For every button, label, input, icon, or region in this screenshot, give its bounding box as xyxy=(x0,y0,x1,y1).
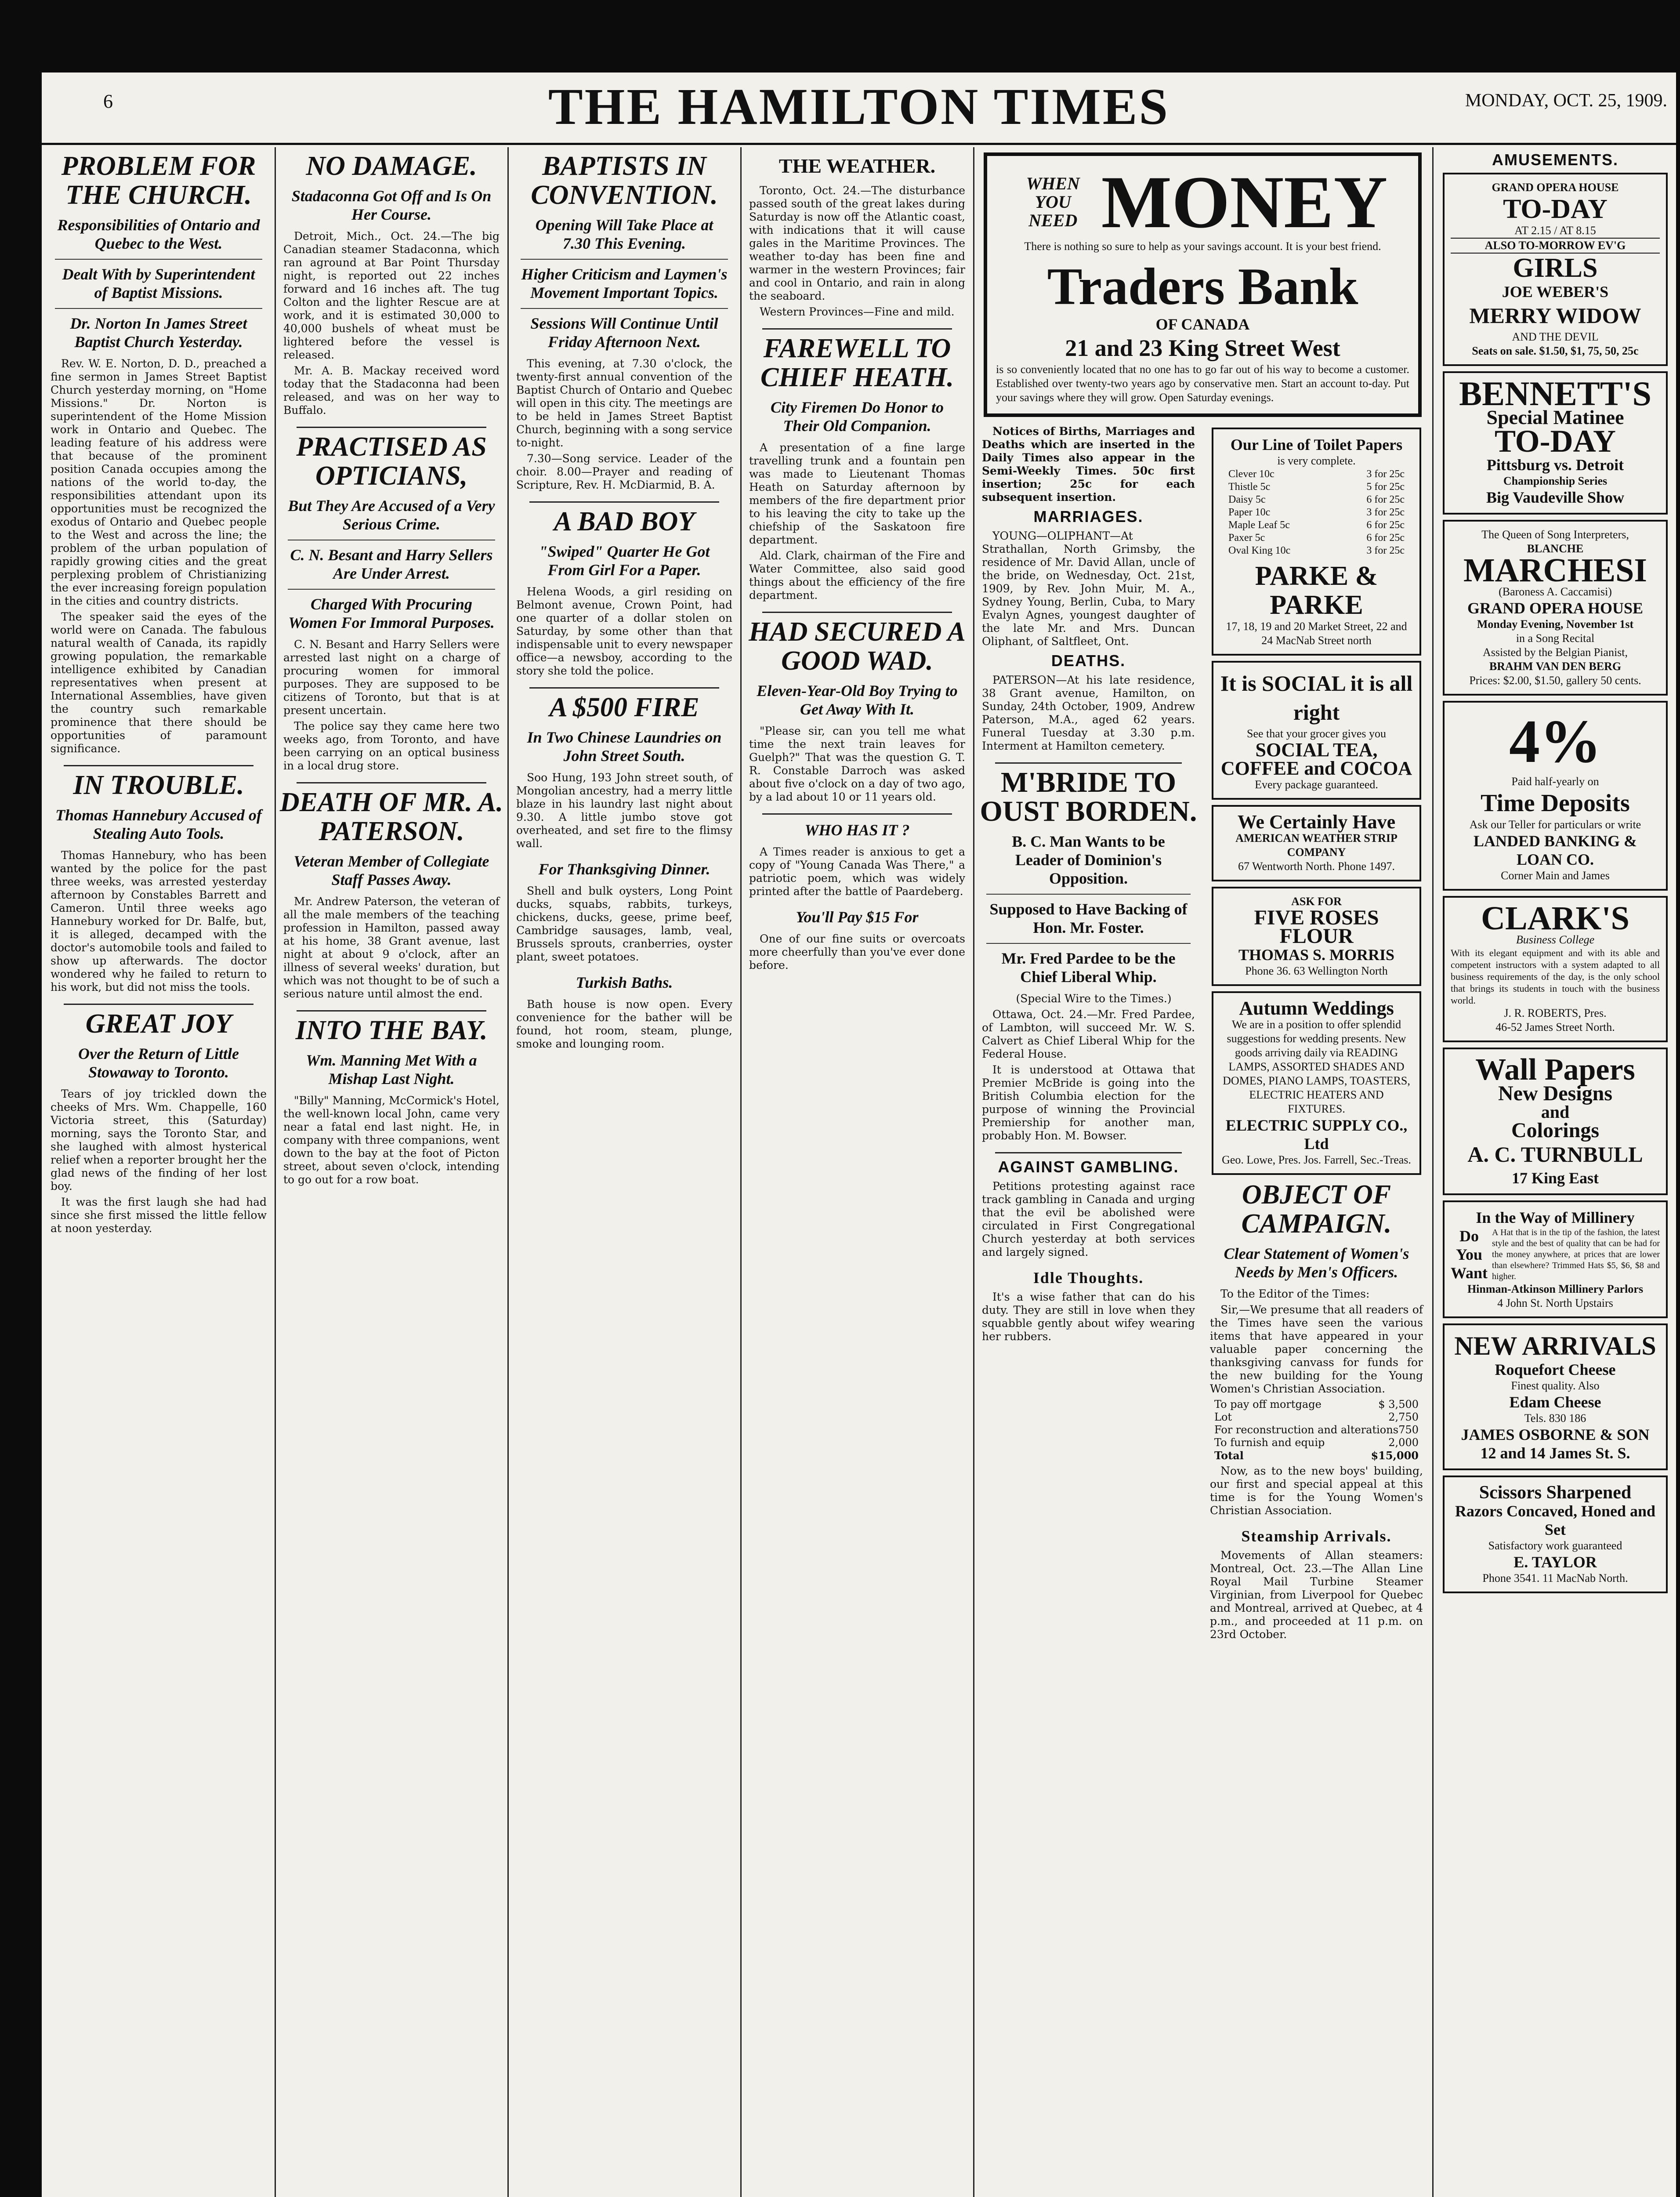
ad-title: NEW ARRIVALS xyxy=(1454,1331,1656,1360)
paragraph: Rev. W. E. Norton, D. D., preached a fine sermon in James Street Baptist Church yesterday morning, on "Home Missions." Dr. Norton is superintendent of the Home Mission work in Ontario and Quebec. The leading feature of his address were that because of the prominent position Canada occupies among the nations of the world to-day, the responsibilities attendant upon its opportunities must be recognized the exodus of Ontario and Quebec people to the West and across the line; the problem of the urban population of rapidly growing cities and the great perplexing problem of Christianizing the ever increasing foreign population in the cities and country districts. xyxy=(51,357,267,607)
ad-grand-opera xyxy=(1443,173,1668,366)
ad-kicker: The Queen of Song Interpreters, xyxy=(1481,528,1629,541)
deck: Higher Criticism and Laymen's Movement Important Topics. xyxy=(521,259,728,302)
ad-title: MARCHESI xyxy=(1463,552,1647,589)
price-item: Thistle 5c xyxy=(1228,481,1271,493)
ad-prices: Seats on sale. $1.50, $1, 75, 50, 25c xyxy=(1472,344,1639,357)
article-bad-boy xyxy=(512,507,737,678)
ad-address: Phone 3541. 11 MacNab North. xyxy=(1482,1572,1628,1584)
article-joy xyxy=(46,1009,271,1235)
budget-value: 2,750 xyxy=(1388,1411,1419,1423)
ad-item: Roquefort Cheese xyxy=(1495,1361,1616,1378)
article-problem xyxy=(46,152,271,755)
divider xyxy=(64,1004,253,1005)
price-item: Clever 10c xyxy=(1228,468,1274,480)
ad-recital: in a Song Recital xyxy=(1516,632,1595,645)
price-value: 6 for 25c xyxy=(1366,532,1405,544)
ad-show: GIRLS xyxy=(1513,253,1598,283)
paragraph: It was the first laugh she had had since she first missed the little fellow at noon yesterday. xyxy=(51,1196,267,1235)
ad-address: 12 and 14 James St. S. xyxy=(1480,1444,1630,1462)
newspaper-title: THE HAMILTON TIMES xyxy=(548,78,1170,135)
column-3 xyxy=(512,147,737,2197)
paragraph: Ald. Clark, chairman of the Fire and Water Committee, also said good things about the efficiency of the fire department. xyxy=(749,549,965,602)
column-rule xyxy=(973,147,974,2197)
price-value: 6 for 25c xyxy=(1366,494,1405,505)
headline: NO DAMAGE. xyxy=(306,151,477,181)
ad-title: Our Line of Toilet Papers xyxy=(1230,436,1403,453)
price-row xyxy=(1220,544,1413,557)
ad-title: It is SOCIAL it is all right xyxy=(1220,671,1413,725)
ad-traders-bank xyxy=(984,152,1422,417)
price-row xyxy=(1220,506,1413,519)
ad-sub: New Designs xyxy=(1498,1082,1612,1105)
headline: IN TROUBLE. xyxy=(73,770,244,800)
budget-row xyxy=(1206,1449,1427,1462)
deck: Mr. Fred Pardee to be the Chief Liberal Whip. xyxy=(986,943,1191,986)
ad-scissors xyxy=(1443,1476,1668,1593)
dateline: (Special Wire to the Times.) xyxy=(1016,992,1172,1005)
ad-firm: PARKE & PARKE xyxy=(1255,561,1378,620)
ad-bank-address: 21 and 23 King Street West xyxy=(1065,335,1340,361)
headline: M'BRIDE TO OUST BORDEN. xyxy=(980,766,1197,827)
headline: AGAINST GAMBLING. xyxy=(998,1158,1179,1176)
deck: But They Are Accused of a Very Serious Crime. xyxy=(288,497,495,533)
headline: You'll Pay $15 For xyxy=(796,908,919,926)
column-5 xyxy=(978,422,1199,1651)
column-rule xyxy=(1432,147,1434,2197)
budget-item: Total xyxy=(1214,1449,1244,1462)
paragraph: It's a wise father that can do his duty. They are still in love when they squabble gently about wifey wearing her rubbers. xyxy=(982,1291,1195,1343)
price-row xyxy=(1220,481,1413,493)
column-4 xyxy=(745,147,970,2197)
paragraph: This evening, at 7.30 o'clock, the twenty-first annual convention of the Baptist Church of Ontario and Quebec will open in this city. The meetings are to be held in James Street Baptist Church, beginning with a song service to-night. xyxy=(516,357,732,449)
ad-address: Phone 36. 63 Wellington North xyxy=(1245,964,1388,977)
headline: GREAT JOY xyxy=(85,1009,232,1039)
article-gambling xyxy=(978,1158,1199,1259)
ad-time-deposits xyxy=(1443,701,1668,891)
divider xyxy=(762,813,952,815)
ad-firm: LANDED BANKING & LOAN CO. xyxy=(1473,832,1637,868)
ad-prices: Prices: $2.00, $1.50, gallery 50 cents. xyxy=(1469,674,1641,687)
price-row xyxy=(1220,532,1413,544)
price-item: Paper 10c xyxy=(1228,507,1271,518)
ad-sub: (Baroness A. Caccamisi) xyxy=(1499,585,1612,598)
ad-title: Time Deposits xyxy=(1481,790,1630,817)
ad-firm: JAMES OSBORNE & SON xyxy=(1461,1426,1650,1443)
ad-series: Championship Series xyxy=(1503,475,1608,487)
ad-text: Every package guaranteed. xyxy=(1255,778,1378,791)
deck: Wm. Manning Met With a Mishap Last Night. xyxy=(306,1051,477,1088)
ad-show-sub: AND THE DEVIL xyxy=(1512,330,1599,343)
ad-item: Edam Cheese xyxy=(1509,1393,1601,1411)
ad-text: A Hat that is in the tip of the fashion, the latest style and the best of quality that can be had for the money anywhere, at prices that are lower than elsewhere? Trimmed Hats $5, $6, $8 and higher. xyxy=(1492,1227,1660,1281)
deck: Sessions Will Continue Until Friday Afternoon Next. xyxy=(521,308,728,351)
paragraph: Helena Woods, a girl residing on Belmont avenue, Crown Point, had one quarter of a dollar stolen on Saturday, by some other than that indispensable unit to every newspaper office—a newsboy, according to the story she told the police. xyxy=(516,585,732,677)
ad-text: See that your grocer gives you xyxy=(1247,727,1386,740)
notices-intro: Notices of Births, Marriages and Deaths which are inserted in the Daily Times also appear in the Semi-Weekly Times. 50c first insertion; 25c for each subsequent insertion. xyxy=(982,425,1195,504)
masthead xyxy=(42,73,1676,145)
ad-venue: GRAND OPERA HOUSE xyxy=(1467,599,1644,617)
ad-address: 4 John St. North Upstairs xyxy=(1497,1297,1613,1309)
paragraph: YOUNG—OLIPHANT—At Strathallan, North Grimsby, the residence of Mr. David Allan, uncle of the bride, on Wednesday, Oct. 21st, 1909, by Rev. John Muir, M. A., Sydney Young, Berlin, Cuba, to Mary Evalyn Agnes, youngest daughter of the late Mr. and Mrs. Duncan Oliphant, of Saltfleet, Ont. xyxy=(982,529,1195,648)
price-row xyxy=(1220,493,1413,506)
ad-marchesi xyxy=(1443,520,1668,696)
divider xyxy=(995,1152,1182,1153)
paragraph: Sir,—We presume that all readers of the Times have seen the various items that have appeared in your valuable paper concerning the thanksgiving canvass for funds for the new building for the Young Women's Christian Association. xyxy=(1210,1303,1423,1395)
article-no-damage xyxy=(279,152,504,417)
budget-row xyxy=(1206,1411,1427,1424)
column-6 xyxy=(1206,422,1427,1651)
ad-firm: E. TAYLOR xyxy=(1513,1553,1597,1571)
ad-sub: Business College xyxy=(1516,933,1595,946)
budget-row xyxy=(1206,1424,1427,1436)
budget-value: $ 3,500 xyxy=(1378,1398,1419,1410)
deck: In Two Chinese Laundries on John Street South. xyxy=(527,729,722,765)
article-fire xyxy=(512,693,737,850)
headline: Steamship Arrivals. xyxy=(1241,1527,1392,1545)
article-weather xyxy=(745,152,970,319)
deck: Dealt With by Superintendent of Baptist Missions. xyxy=(55,259,262,302)
section-heading: AMUSEMENTS. xyxy=(1492,151,1618,169)
article-baths xyxy=(512,973,737,1051)
ad-title: Scissors Sharpened xyxy=(1479,1483,1632,1503)
ad-producer: JOE WEBER'S xyxy=(1502,283,1609,301)
ad-address: Corner Main and James xyxy=(1501,869,1610,882)
deck: B. C. Man Wants to be Leader of Dominion's Opposition. xyxy=(1012,833,1165,887)
price-value: 3 for 25c xyxy=(1366,507,1405,518)
columns-5-6-split xyxy=(978,422,1428,1651)
headline: PROBLEM FOR THE CHURCH. xyxy=(61,151,256,210)
ad-title: We Certainly Have xyxy=(1237,811,1396,833)
column-1 xyxy=(46,147,271,2197)
headline: OBJECT OF CAMPAIGN. xyxy=(1241,1180,1392,1239)
paragraph: Shell and bulk oysters, Long Point ducks, squabs, rabbits, turkeys, chickens, ducks, geese, prime beef, Cambridge sausages, lamb, veal, Brussels sprouts, cranberries, oyster plant, sweet potatoes. xyxy=(516,885,732,963)
ad-today: TO-DAY xyxy=(1503,194,1608,224)
ad-kicker: ASK FOR xyxy=(1291,895,1342,908)
ad-sub: Paid half-yearly on xyxy=(1511,775,1599,788)
divider xyxy=(529,501,719,503)
ad-bank-name: Traders Bank xyxy=(1047,257,1358,315)
ad-wall-papers xyxy=(1443,1048,1668,1195)
ad-show: MERRY WIDOW xyxy=(1469,303,1641,328)
paragraph: "Please sir, can you tell me what time the next train leaves for Guelph?" That was the question G. T. R. Constable Darroch was asked about five o'clock on a day of two ago, by a lad about 10 or 11 years old. xyxy=(749,725,965,803)
ad-address: 17 King East xyxy=(1511,1169,1599,1187)
price-value: 5 for 25c xyxy=(1366,481,1405,493)
ad-venue: GRAND OPERA HOUSE xyxy=(1492,181,1619,194)
price-item: Maple Leaf 5c xyxy=(1228,519,1290,531)
paragraph: 7.30—Song service. Leader of the choir. 8.00—Prayer and reading of Scripture, Rev. H. McDiarmid, B. A. xyxy=(516,452,732,491)
paragraph: Movements of Allan steamers: Montreal, Oct. 23.—The Allan Line Royal Mail Turbine Steamer Virginian, from Liverpool for Quebec and Montreal, arrived at Quebec, at 4 p.m., and proceeded at 11 p.m. on 23rd October. xyxy=(1210,1549,1423,1641)
deck: Dr. Norton In James Street Baptist Church Yesterday. xyxy=(55,308,262,351)
ad-show: Big Vaudeville Show xyxy=(1486,489,1625,506)
article-wad xyxy=(745,617,970,804)
ad-note: Finest quality. Also xyxy=(1511,1379,1600,1392)
deck: Charged With Procuring Women For Immoral Purposes. xyxy=(288,589,495,632)
ad-title: CLARK'S xyxy=(1481,900,1629,937)
paragraph: Thomas Hannebury, who has been wanted by the police for the past three weeks, was arrested yesterday afternoon by Constables Barrett and Cameron. Until three weeks ago Hannebury worked for Dr. Balfe, but, it is alleged, decamped with the doctor's automobile tools and failed to show up afterwards. The doctor wondered why he failed to return to his work, but did not miss the tools. xyxy=(51,849,267,993)
paragraph: Ottawa, Oct. 24.—Mr. Fred Pardee, of Lambton, will succeed Mr. W. S. Calvert as Chief Liberal Whip for the Federal House. xyxy=(982,1008,1195,1060)
deck: Opening Will Take Place at 7.30 This Evening. xyxy=(535,216,713,252)
budget-value: 2,000 xyxy=(1388,1436,1419,1449)
column-2 xyxy=(279,147,504,2197)
ad-new-arrivals xyxy=(1443,1323,1668,1470)
budget-item: To furnish and equip xyxy=(1214,1436,1325,1449)
ad-times: AT 2.15 / AT 8.15 xyxy=(1514,224,1596,237)
deck: Stadaconna Got Off and Is On Her Course. xyxy=(291,187,492,223)
ad-firm: THOMAS S. MORRIS xyxy=(1238,946,1395,964)
ad-firm: AMERICAN WEATHER STRIP COMPANY xyxy=(1235,832,1398,859)
price-item: Paxer 5c xyxy=(1228,532,1265,544)
paragraph: The police say they came here two weeks ago, from Toronto, and have been carrying on an optical business in a local drug store. xyxy=(283,720,500,772)
ad-text: With its elegant equipment and with its able and competent instructors with a system adapted to all business requirements of the day, is the only school that brings its students in touch with the business world. xyxy=(1451,947,1660,1006)
deck: Clear Statement of Women's Needs by Men's Officers. xyxy=(1224,1245,1409,1281)
ad-address: 46-52 James Street North. xyxy=(1495,1021,1615,1033)
headline: Idle Thoughts. xyxy=(1033,1269,1144,1287)
ad-sub: Special Matinee xyxy=(1486,406,1624,428)
paragraph: Mr. Andrew Paterson, the veteran of all the male members of the teaching profession in Hamilton, passed away at his home, 38 Grant avenue, last night at about 9 o'clock, after an illness of several weeks' duration, but which was not thought to be of such a serious nature until almost the end. xyxy=(283,895,500,1000)
deck: Veteran Member of Collegiate Staff Passes Away. xyxy=(293,852,489,888)
headline: WHO HAS IT ? xyxy=(804,821,910,839)
divider xyxy=(762,612,952,613)
ad-weather-strip xyxy=(1212,805,1421,881)
article-campaign xyxy=(1206,1180,1427,1517)
price-row xyxy=(1220,519,1413,532)
headline: BAPTISTS IN CONVENTION. xyxy=(531,151,718,210)
paragraph: PATERSON—At his late residence, 38 Grant avenue, Hamilton, on Sunday, 24th October, 1909, Andrew Paterson, M.A., aged 62 years. Funeral Tuesday at 3.30 p.m. Interment at Hamilton cemetery. xyxy=(982,674,1195,752)
ad-firstname: BLANCHE xyxy=(1527,542,1584,555)
ad-text: is very complete. xyxy=(1277,454,1356,467)
ad-millinery-body xyxy=(1451,1227,1660,1282)
paragraph: Detroit, Mich., Oct. 24.—The big Canadian steamer Stadaconna, which ran aground at Bar Point Thursday night, is reported out 22 inches forward and 16 inches aft. The tug Colton and the lighter Rescue are at work, and it is estimated 30,000 to 40,000 bushels of wheat must be lightered before the vessel is released. xyxy=(283,230,500,361)
article-baptists xyxy=(512,152,737,492)
divider xyxy=(297,1010,486,1011)
ad-money-headline: MONEY xyxy=(1101,161,1388,243)
paragraph: To the Editor of the Times: xyxy=(1220,1287,1370,1300)
paragraph: One of our fine suits or overcoats more cheerfully than you've ever done before. xyxy=(749,932,965,972)
column-rule xyxy=(740,147,742,2197)
divider xyxy=(762,328,952,330)
deck: Thomas Hannebury Accused of Stealing Auto Tools. xyxy=(55,806,262,842)
ad-title: In the Way of Millinery xyxy=(1476,1209,1635,1226)
issue-date: MONDAY, OCT. 25, 1909. xyxy=(1465,91,1667,111)
ad-five-roses xyxy=(1212,887,1421,986)
headline: DEATH OF MR. A. PATERSON. xyxy=(279,787,503,846)
ad-kicker: WHEN YOU NEED xyxy=(1026,174,1080,230)
price-list xyxy=(1220,468,1413,557)
article-mcbride xyxy=(978,768,1199,1142)
article-bay xyxy=(279,1016,504,1186)
price-value: 6 for 25c xyxy=(1366,519,1405,531)
ad-firm: Hinman-Atkinson Millinery Parlors xyxy=(1467,1283,1644,1295)
ad-address: 67 Wentworth North. Phone 1497. xyxy=(1238,860,1395,873)
paragraph: Toronto, Oct. 24.—The disturbance passed south of the great lakes during Saturday is now off the Atlantic coast, with indications that it will cause gales in the Maritime Provinces. The weather to-day has been fine and warmer in the western Provinces; fair and cool in Ontario, and rain in along the seaboard. xyxy=(749,184,965,302)
ad-sub: Razors Concaved, Honed and Set xyxy=(1455,1502,1656,1538)
ad-bennetts xyxy=(1443,371,1668,515)
headline: THE WEATHER. xyxy=(778,155,936,177)
ad-text: We are in a position to offer splendid suggestions for wedding presents. New goods arriving daily via READING LAMPS, ASSORTED SHADES AND DOMES, PIANO LAMPS, TOASTERS, ELECTRIC HEATERS AND FIXTURES. xyxy=(1223,1018,1410,1115)
budget-value: $15,000 xyxy=(1371,1449,1419,1462)
article-thanksgiving xyxy=(512,860,737,964)
ad-rate: 4% xyxy=(1509,707,1601,776)
ad-social-tea xyxy=(1212,661,1421,800)
headline: INTO THE BAY. xyxy=(295,1015,488,1045)
paragraph: Petitions protesting against race track gambling in Canada and urging that the evil be abolished were circulated in First Congregational Church yesterday at both services and largely signed. xyxy=(982,1180,1195,1258)
column-rule xyxy=(275,147,276,2197)
ad-today: TO-DAY xyxy=(1494,424,1616,459)
ad-names: Geo. Lowe, Pres. Jos. Farrell, Sec.-Treas. xyxy=(1222,1153,1411,1166)
ad-teams: Pittsburg vs. Detroit xyxy=(1486,456,1624,474)
ad-clarks xyxy=(1443,896,1668,1042)
deck: C. N. Besant and Harry Sellers Are Under Arrest. xyxy=(288,540,495,583)
budget-row xyxy=(1206,1398,1427,1411)
budget-item: For reconstruction and alterations xyxy=(1214,1424,1399,1436)
headline: For Thanksgiving Dinner. xyxy=(538,860,710,878)
headline: A BAD BOY xyxy=(554,507,695,537)
divider xyxy=(64,765,253,766)
article-trouble xyxy=(46,771,271,994)
paragraph: Now, as to the new boys' building, our first and special appeal at this time is for the Young Women's Christian Association. xyxy=(1210,1465,1423,1517)
ad-firm: ELECTRIC SUPPLY CO., Ltd xyxy=(1225,1117,1408,1153)
deaths-heading: DEATHS. xyxy=(1051,652,1126,670)
article-opticians xyxy=(279,432,504,772)
ad-tels: Tels. 830 186 xyxy=(1524,1412,1586,1425)
price-item: Oval King 10c xyxy=(1228,545,1291,556)
budget-item: To pay off mortgage xyxy=(1214,1398,1322,1410)
ad-text: Satisfactory work guaranteed xyxy=(1488,1539,1622,1552)
deck: Over the Return of Little Stowaway to Toronto. xyxy=(78,1045,239,1081)
paragraph: Bath house is now open. Every convenience for the bather will be found, hot room, steam, plunge, smoke and lounging room. xyxy=(516,998,732,1050)
article-paterson xyxy=(279,788,504,1001)
column-rule xyxy=(507,147,509,2197)
ad-assist: Assisted by the Belgian Pianist, xyxy=(1482,646,1628,659)
paragraph: A presentation of a fine large travelling trunk and a fountain pen was made to Lieutenant Thomas Heath on Saturday afternoon by members of the fire department prior to his leaving the city to take up the chiefship of the Saskatoon fire department. xyxy=(749,441,965,546)
paragraph: Soo Hung, 193 John street south, of Mongolian ancestry, had a merry little blaze in his laundry last night about 9.30. A little jumbo stove got overheated, and set fire to the flimsy wall. xyxy=(516,771,732,850)
price-item: Daisy 5c xyxy=(1228,494,1266,505)
budget-value: 750 xyxy=(1398,1424,1419,1436)
price-value: 3 for 25c xyxy=(1366,545,1405,556)
marriages-heading: MARRIAGES. xyxy=(1033,508,1144,526)
headline: PRACTISED AS OPTICIANS, xyxy=(296,432,487,491)
budget-row xyxy=(1206,1436,1427,1449)
headline: HAD SECURED A GOOD WAD. xyxy=(749,617,966,676)
ad-address: 17, 18, 19 and 20 Market Street, 22 and 24 MacNab Street north xyxy=(1226,620,1407,647)
paragraph: It is understood at Ottawa that Premier McBride is going into the British Columbia election for the purpose of winning the Provincial Premiership for another man, probably Hon. M. Bowser. xyxy=(982,1063,1195,1142)
price-row xyxy=(1220,468,1413,481)
paragraph: The speaker said the eyes of the world were on Canada. The fabulous natural wealth of Canada, its rapidly growing population, the remarkable intelligence exhibited by Canadian representatives when present at International Assemblies, have given the country such remarkable prominence that there should be opportunities of paramount significance. xyxy=(51,610,267,755)
ad-toilet-papers xyxy=(1212,428,1421,656)
ad-name: J. R. ROBERTS, Pres. xyxy=(1504,1007,1607,1019)
deck: Eleven-Year-Old Boy Trying to Get Away With It. xyxy=(757,682,958,718)
deck: "Swiped" Quarter He Got From Girl For a Paper. xyxy=(539,543,710,579)
article-idle xyxy=(978,1269,1199,1343)
article-heath xyxy=(745,334,970,602)
article-who-has-it xyxy=(745,821,970,898)
ad-product: SOCIAL TEA, COFFEE and COCOA xyxy=(1220,739,1412,779)
budget-item: Lot xyxy=(1214,1411,1232,1423)
ad-title: Wall Papers xyxy=(1475,1053,1635,1087)
ad-kicker: Do You Want xyxy=(1451,1227,1488,1282)
paragraph: Mr. A. B. Mackay received word today that the Stadaconna had been released, and was on her way to Buffalo. xyxy=(283,364,500,417)
article-steamship xyxy=(1206,1527,1427,1641)
ad-sub: and xyxy=(1541,1102,1570,1122)
price-value: 3 for 25c xyxy=(1366,468,1405,480)
deck: Responsibilities of Ontario and Quebec to the West. xyxy=(57,216,260,252)
ad-text: There is nothing so sure to help as your savings account. It is your best friend. xyxy=(1024,240,1381,253)
divider xyxy=(529,687,719,689)
page-number: 6 xyxy=(103,91,113,112)
paragraph: Tears of joy trickled down the cheeks of Mrs. Wm. Chappelle, 160 Victoria street, this (Saturday) morning, says the Toronto Star, and she laughed with almost hysterical relief when a reporter brought her the glad news of the finding of her lost boy. xyxy=(51,1088,267,1193)
column-7 xyxy=(1437,147,1674,2197)
newspaper-page xyxy=(42,73,1676,2197)
paragraph: A Times reader is anxious to get a copy of "Young Canada Was There," a patriotic poem, which was widely printed after the battle of Paardeberg. xyxy=(749,845,965,898)
paragraph: Western Provinces—Fine and mild. xyxy=(760,305,955,318)
divider xyxy=(297,782,486,783)
deck: City Firemen Do Honor to Their Old Companion. xyxy=(770,399,944,435)
article-pay xyxy=(745,908,970,972)
divider xyxy=(995,762,1182,764)
ad-title: FIVE ROSES FLOUR xyxy=(1254,906,1379,948)
deck: Supposed to Have Backing of Hon. Mr. Foster. xyxy=(986,894,1191,937)
ad-text: Ask our Teller for particulars or write xyxy=(1469,818,1641,831)
columns-5-6 xyxy=(978,147,1428,2197)
ad-title: Autumn Weddings xyxy=(1239,997,1394,1019)
ad-text: is so conveniently located that no one has to go far out of his way to become a customer. Established over twenty-two years ago by conservative men. Start an account to-day. Put your savings where they will grow. Open Saturday evenings. xyxy=(996,363,1409,404)
headline: Turkish Baths. xyxy=(576,974,673,991)
paragraph: C. N. Besant and Harry Sellers were arrested last night on a charge of procuring women for immoral purposes. They are supposed to be citizens of Toronto, but that is at present uncertain. xyxy=(283,638,500,717)
ad-weddings xyxy=(1212,991,1421,1175)
ad-also: ALSO TO-MORROW EV'G xyxy=(1451,238,1660,254)
headline: FAREWELL TO CHIEF HEATH. xyxy=(760,334,954,392)
ad-pianist: BRAHM VAN DEN BERG xyxy=(1489,660,1622,673)
paragraph: "Billy" Manning, McCormick's Hotel, the well-known local John, came very near a fatal end last night. He, in company with three companions, went down to the bay at the foot of Picton street, about seven o'clock, intending to go out for a row boat. xyxy=(283,1094,500,1186)
headline: A $500 FIRE xyxy=(549,692,699,722)
ad-bank-country: OF CANADA xyxy=(1155,315,1250,333)
ad-date: Monday Evening, November 1st xyxy=(1477,618,1634,631)
notices xyxy=(978,425,1199,753)
ad-millinery xyxy=(1443,1200,1668,1318)
ad-title: BENNETT'S xyxy=(1459,374,1651,413)
ad-firm: A. C. TURNBULL xyxy=(1467,1142,1643,1167)
ad-sub: Colorings xyxy=(1511,1119,1599,1142)
divider xyxy=(297,427,486,428)
